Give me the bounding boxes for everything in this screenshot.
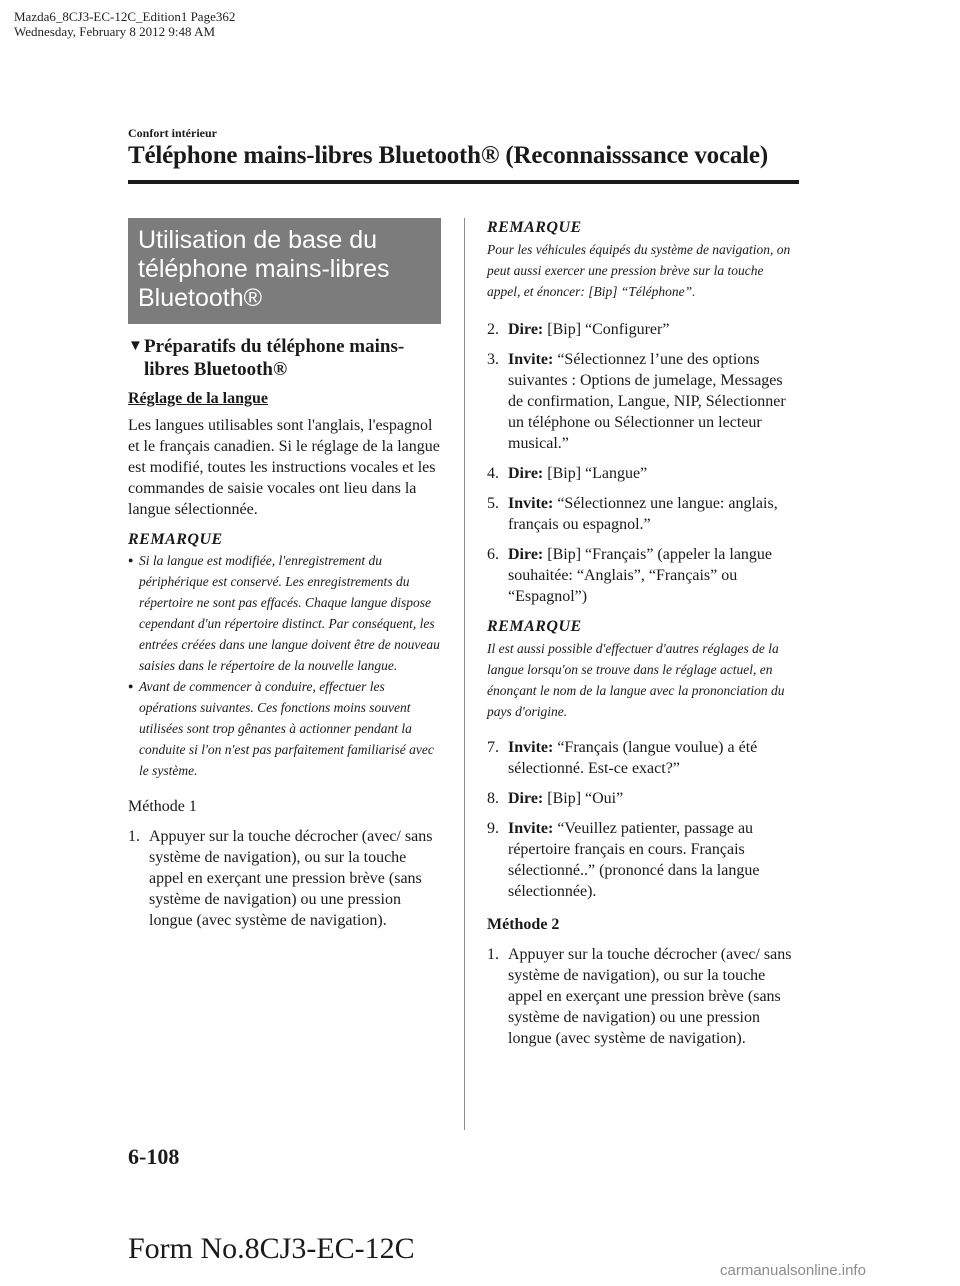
step-text: [Bip] “Oui” (547, 790, 624, 807)
step-item (487, 544, 800, 607)
step-text: “Sélectionnez une langue: anglais, français ou espagnol.” (508, 495, 778, 533)
page-title: Téléphone mains-libres Bluetooth® (Reconnaisssance vocale) (128, 142, 768, 169)
step-number: 6. (487, 546, 499, 563)
section-heading-line-2: téléphone mains-libres (138, 255, 390, 283)
remark-text: Il est aussi possible d'effectuer d'autres réglages de la langue lorsqu'on se trouve dans le réglage actuel, en énonçant le nom de la langue avec la prononciation du pays d'origine. (487, 641, 785, 719)
step-label: Dire: (508, 546, 544, 563)
step-number: 7. (487, 739, 499, 756)
method-2-heading: Méthode 2 (487, 916, 560, 933)
remark-bullet (128, 676, 441, 781)
remark-label: REMARQUE (128, 531, 223, 548)
step-label: Invite: (508, 351, 554, 368)
title-rule (128, 180, 799, 184)
language-heading: Réglage de la langue (128, 390, 268, 407)
step-item (487, 788, 800, 809)
print-meta-line-2: Wednesday, February 8 2012 9:48 AM (14, 24, 216, 39)
remark-text: Pour les véhicules équipés du système de navigation, on peut aussi exercer une pression brève sur la touche appel, et énoncer: [Bip] “Téléphone”. (487, 242, 791, 299)
step-text: “Français (langue voulue) a été sélectionné. Est-ce exact?” (508, 739, 758, 777)
step-label: Dire: (508, 321, 544, 338)
method-1-heading: Méthode 1 (128, 798, 197, 815)
step-number: 9. (487, 820, 499, 837)
form-number: Form No.8CJ3-EC-12C (128, 1232, 415, 1265)
subheading-line-2: libres Bluetooth® (144, 359, 288, 380)
subheading (128, 335, 441, 381)
step-number: 3. (487, 351, 499, 368)
remark-label: REMARQUE (487, 219, 582, 236)
step-number: 5. (487, 495, 499, 512)
step-text: [Bip] “Configurer” (547, 321, 670, 338)
step-text: “Sélectionnez l’une des options suivantes : Options de jumelage, Messages de confirmation, Langue, NIP, Sélectionner un téléphone ou Sélectionner un lecteur musical.” (508, 351, 786, 452)
section-label: Confort intérieur (128, 126, 217, 140)
remark-bullet-text: Si la langue est modifiée, l'enregistrement du périphérique est conservé. Les enregistrements du répertoire ne sont pas effacés. Chaque langue dispose cependant d'un répertoire distinct. Par conséquent, les entrées créées dans une langue doivent être de nouveau saisies dans le répertoire de la nouvelle langue. (139, 553, 440, 673)
intro-paragraph: Les langues utilisables sont l'anglais, l'espagnol et le français canadien. Si le réglage de la langue est modifié, toutes les instructions vocales et les commandes de saisie vocales ont lieu dans la langue sélectionnée. (128, 417, 440, 518)
step-item (487, 493, 800, 535)
section-heading-box (128, 218, 441, 324)
step-text: “Veuillez patienter, passage au répertoire français en cours. Français sélectionné..” (prononcé dans la langue sélectionnée). (508, 820, 760, 900)
step-item (487, 818, 800, 902)
step-number: 1. (487, 946, 499, 963)
right-column (487, 218, 800, 1049)
remark-bullet-text: Avant de commencer à conduire, effectuer les opérations suivantes. Ces fonctions moins souvent utilisées sont trop gênantes à actionner pendant la conduite si l'on n'est pas parfaitement familiarisé avec le système. (139, 679, 434, 778)
step-text: Appuyer sur la touche décrocher (avec/ sans système de navigation), ou sur la touche appel en exerçant une pression brève (sans système de navigation) ou une pression longue (avec système de navigation). (149, 828, 433, 929)
down-triangle-icon: ▼ (128, 338, 143, 354)
step-label: Invite: (508, 495, 554, 512)
step-label: Invite: (508, 739, 554, 756)
step-text: [Bip] “Français” (appeler la langue souhaitée: “Anglais”, “Français” ou “Espagnol”) (508, 546, 773, 605)
step-item (487, 349, 800, 454)
remark-label: REMARQUE (487, 618, 582, 635)
step-number: 8. (487, 790, 499, 807)
step-text: [Bip] “Langue” (547, 465, 648, 482)
remark-bullet (128, 550, 441, 676)
step-item (487, 463, 800, 484)
step-text: Appuyer sur la touche décrocher (avec/ sans système de navigation), ou sur la touche appel en exerçant une pression brève (sans système de navigation) ou une pression longue (avec système de navigation). (508, 946, 792, 1047)
step-item (487, 319, 800, 340)
step-item (487, 737, 800, 779)
step-label: Dire: (508, 465, 544, 482)
step-number: 1. (128, 828, 140, 845)
page-number: 6-108 (128, 1144, 180, 1169)
step-number: 2. (487, 321, 499, 338)
step-label: Invite: (508, 820, 554, 837)
method-1-step (128, 826, 441, 931)
step-number: 4. (487, 465, 499, 482)
section-heading-line-1: Utilisation de base du (138, 226, 378, 254)
print-meta-line-1: Mazda6_8CJ3-EC-12C_Edition1 Page362 (14, 9, 236, 24)
section-heading-line-3: Bluetooth® (138, 284, 263, 312)
bullet-icon: ● (128, 681, 134, 691)
subheading-line-1: Préparatifs du téléphone mains- (144, 336, 405, 357)
watermark: carmanualsonline.info (720, 1262, 866, 1279)
column-divider (464, 218, 465, 1130)
method-2-step (487, 944, 800, 1049)
bullet-icon: ● (128, 555, 134, 565)
left-column (128, 218, 441, 931)
print-meta (14, 9, 235, 39)
step-label: Dire: (508, 790, 544, 807)
